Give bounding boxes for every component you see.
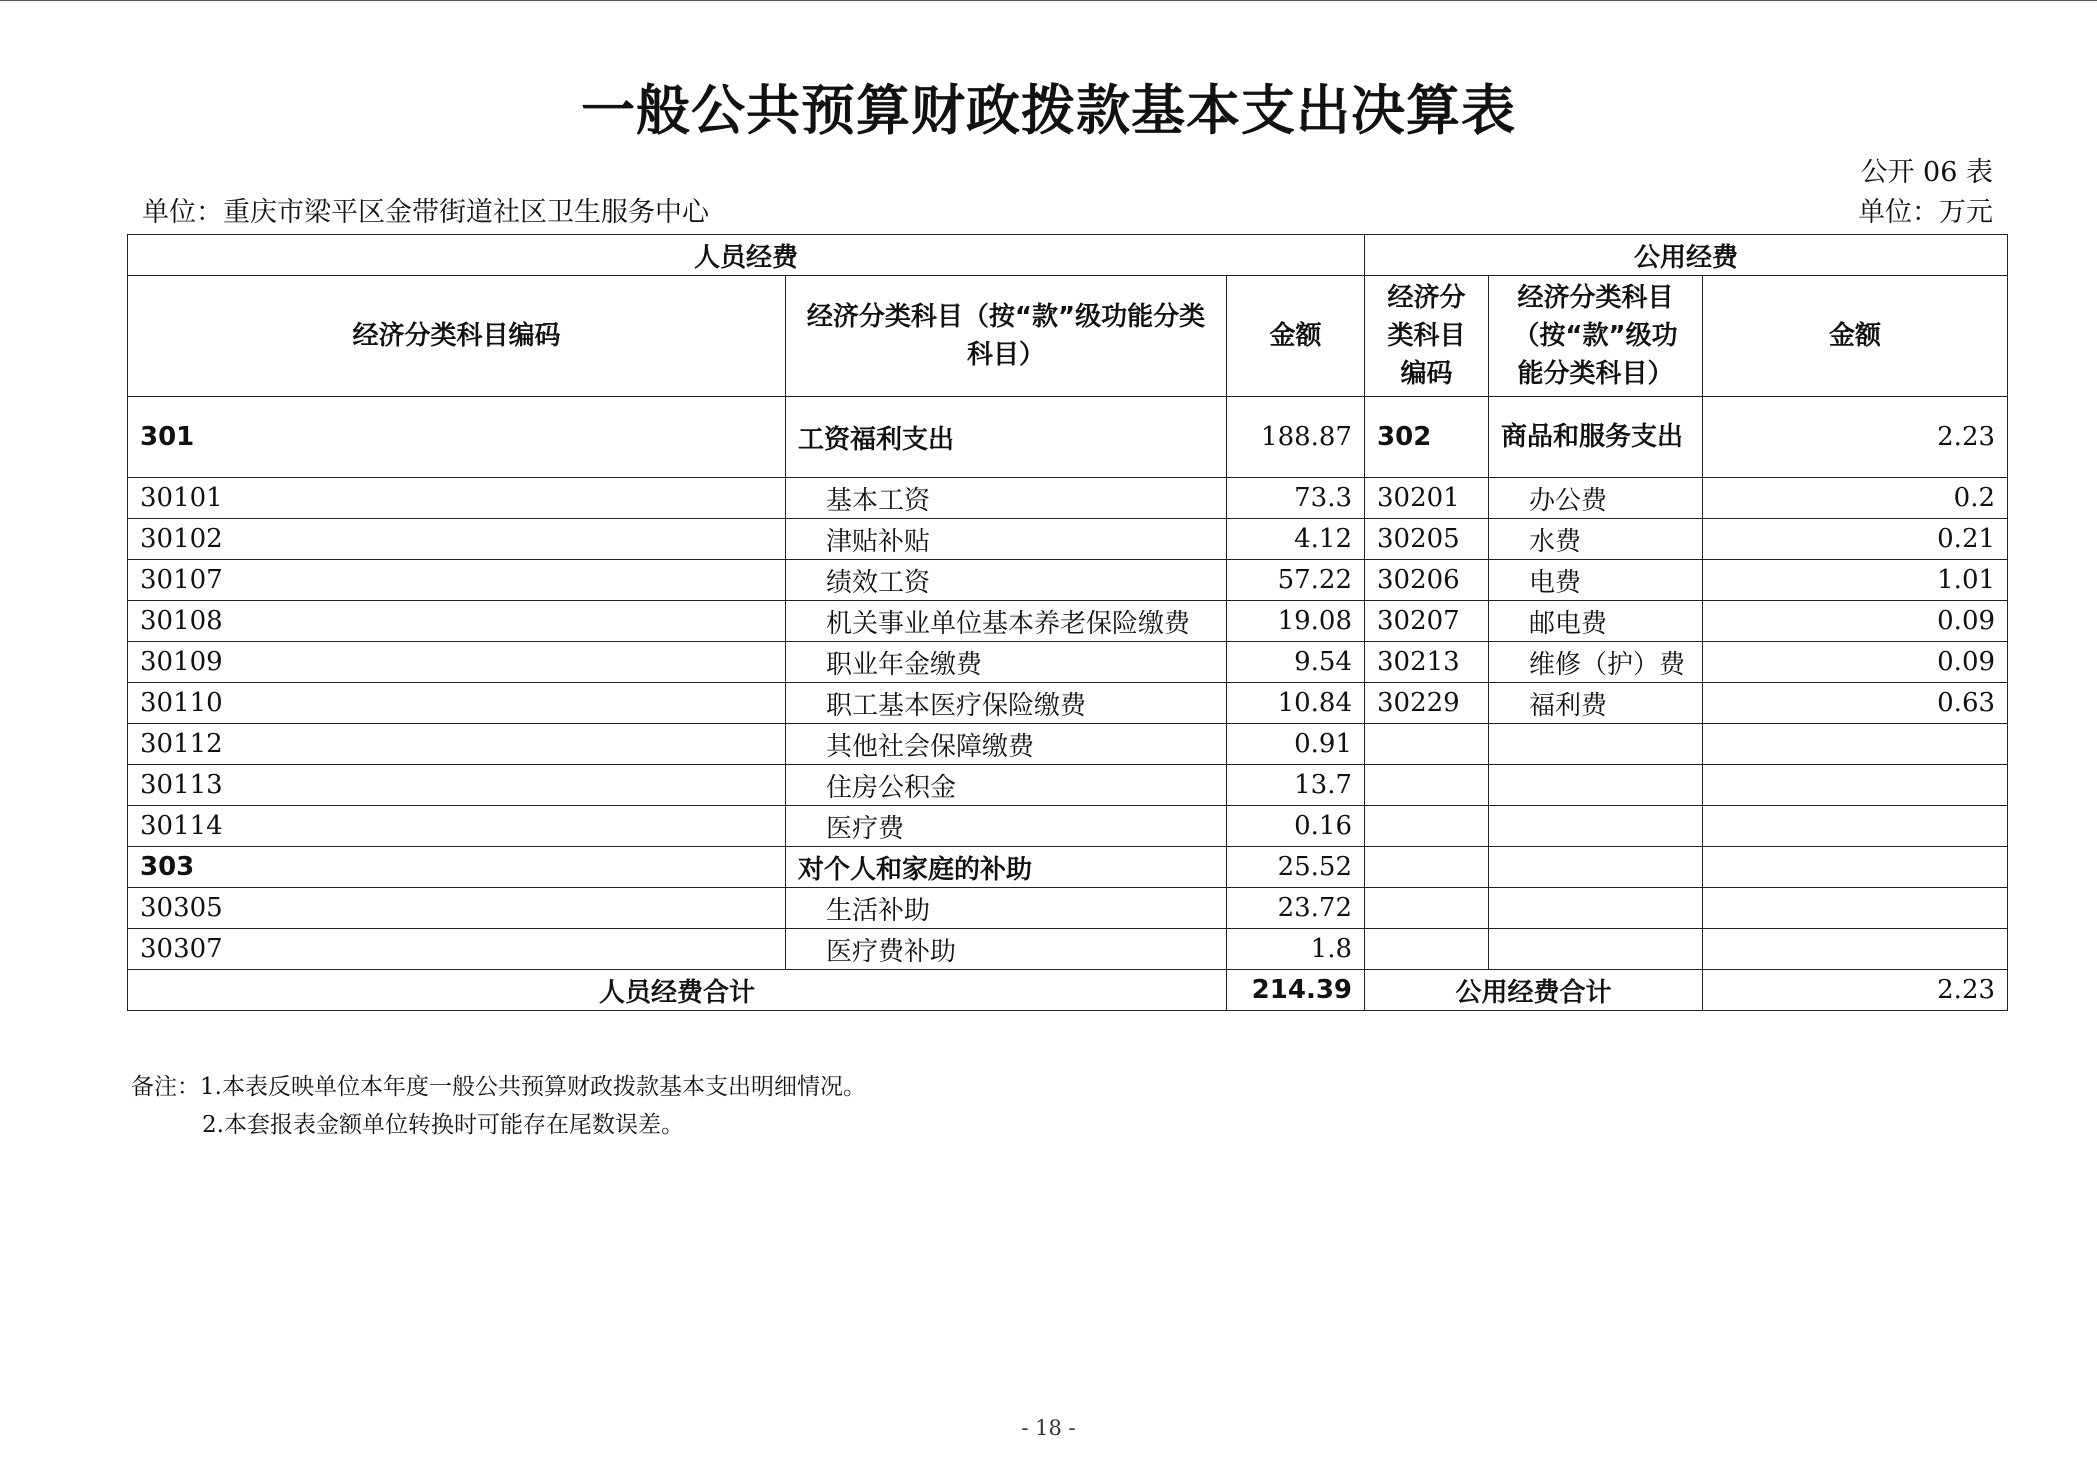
public-code-cell: [1365, 847, 1489, 888]
group-header-row: [128, 235, 2008, 276]
table-row: [128, 683, 2008, 724]
public-amount-cell: 2.23: [1703, 397, 2008, 478]
page-number: - 18 -: [1021, 1416, 1076, 1440]
personnel-name-cell: 医疗费: [786, 806, 1227, 847]
table-row: [128, 478, 2008, 519]
personnel-code-cell: 30101: [128, 478, 786, 519]
public-code-cell: 30201: [1365, 478, 1489, 519]
public-amount-cell: 0.21: [1703, 519, 2008, 560]
personnel-amount-cell: 188.87: [1227, 397, 1365, 478]
public-name-cell: 邮电费: [1489, 601, 1703, 642]
public-amount-cell: 0.09: [1703, 642, 2008, 683]
personnel-name-cell: 职工基本医疗保险缴费: [786, 683, 1227, 724]
form-number: 公开 06 表: [1860, 157, 1993, 188]
personnel-amount-cell: 0.91: [1227, 724, 1365, 765]
public-amount-cell: [1703, 929, 2008, 970]
public-amount-cell: 1.01: [1703, 560, 2008, 601]
public-amount-cell: [1703, 724, 2008, 765]
personnel-amount-cell: 1.8: [1227, 929, 1365, 970]
personnel-amount-cell: 13.7: [1227, 765, 1365, 806]
budget-table: [127, 234, 2008, 1011]
table-row: [128, 560, 2008, 601]
personnel-total-amount: 214.39: [1227, 970, 1365, 1011]
personnel-name-cell: 机关事业单位基本养老保险缴费: [786, 601, 1227, 642]
personnel-amount-cell: 57.22: [1227, 560, 1365, 601]
personnel-amount-cell: 19.08: [1227, 601, 1365, 642]
group-header-personnel: 人员经费: [128, 235, 1365, 276]
col-header-public-name: 经济分类科目（按“款”级功能分类科目）: [1489, 276, 1703, 397]
personnel-name-cell: 对个人和家庭的补助: [786, 847, 1227, 888]
public-name-cell: [1489, 888, 1703, 929]
personnel-name-cell: 医疗费补助: [786, 929, 1227, 970]
column-header-row: [128, 276, 2008, 397]
public-name-cell: 办公费: [1489, 478, 1703, 519]
public-code-cell: [1365, 929, 1489, 970]
public-code-cell: [1365, 806, 1489, 847]
table-row: [128, 888, 2008, 929]
public-name-cell: 电费: [1489, 560, 1703, 601]
public-code-cell: 30213: [1365, 642, 1489, 683]
personnel-amount-cell: 4.12: [1227, 519, 1365, 560]
personnel-name-cell: 绩效工资: [786, 560, 1227, 601]
note-line-2: 2.本套报表金额单位转换时可能存在尾数误差。: [202, 1112, 684, 1138]
group-header-public: 公用经费: [1365, 235, 2008, 276]
personnel-amount-cell: 9.54: [1227, 642, 1365, 683]
col-header-personnel-code: 经济分类科目编码: [128, 276, 786, 397]
personnel-name-cell: 职业年金缴费: [786, 642, 1227, 683]
public-amount-cell: [1703, 888, 2008, 929]
personnel-code-cell: 30109: [128, 642, 786, 683]
col-header-personnel-amount: 金额: [1227, 276, 1365, 397]
table-row: [128, 929, 2008, 970]
personnel-code-cell: 301: [128, 397, 786, 478]
table-row: [128, 724, 2008, 765]
public-name-cell: [1489, 847, 1703, 888]
personnel-code-cell: 30108: [128, 601, 786, 642]
public-name-cell: [1489, 806, 1703, 847]
personnel-name-cell: 住房公积金: [786, 765, 1227, 806]
table-row: [128, 519, 2008, 560]
personnel-code-cell: 30107: [128, 560, 786, 601]
col-header-personnel-name: 经济分类科目（按“款”级功能分类科目）: [786, 276, 1227, 397]
public-name-cell: [1489, 929, 1703, 970]
col-header-public-code: 经济分类科目编码: [1365, 276, 1489, 397]
note-line-1: 备注：1.本表反映单位本年度一般公共预算财政拨款基本支出明细情况。: [131, 1074, 866, 1100]
page-title: 一般公共预算财政拨款基本支出决算表: [581, 79, 1516, 142]
personnel-name-cell: 工资福利支出: [786, 397, 1227, 478]
public-total-label: 公用经费合计: [1365, 970, 1703, 1011]
unit-organization: 单位：重庆市梁平区金带街道社区卫生服务中心: [142, 197, 709, 228]
personnel-total-label: 人员经费合计: [128, 970, 1227, 1011]
public-code-cell: 30207: [1365, 601, 1489, 642]
notes: [131, 1068, 866, 1144]
public-code-cell: 30206: [1365, 560, 1489, 601]
public-amount-cell: [1703, 765, 2008, 806]
public-name-cell: [1489, 724, 1703, 765]
personnel-code-cell: 30307: [128, 929, 786, 970]
personnel-amount-cell: 23.72: [1227, 888, 1365, 929]
personnel-name-cell: 生活补助: [786, 888, 1227, 929]
public-code-cell: [1365, 765, 1489, 806]
public-amount-cell: [1703, 806, 2008, 847]
public-name-cell: 福利费: [1489, 683, 1703, 724]
table-row: [128, 806, 2008, 847]
personnel-code-cell: 30113: [128, 765, 786, 806]
table-row: [128, 847, 2008, 888]
public-amount-cell: [1703, 847, 2008, 888]
personnel-code-cell: 30110: [128, 683, 786, 724]
personnel-amount-cell: 73.3: [1227, 478, 1365, 519]
personnel-amount-cell: 0.16: [1227, 806, 1365, 847]
public-name-cell: 水费: [1489, 519, 1703, 560]
totals-row: [128, 970, 2008, 1011]
personnel-name-cell: 津贴补贴: [786, 519, 1227, 560]
personnel-code-cell: 30305: [128, 888, 786, 929]
public-code-cell: 302: [1365, 397, 1489, 478]
personnel-amount-cell: 25.52: [1227, 847, 1365, 888]
top-rule: [0, 0, 2097, 1]
public-code-cell: 30229: [1365, 683, 1489, 724]
personnel-code-cell: 30114: [128, 806, 786, 847]
table-row: [128, 642, 2008, 683]
public-name-cell: 商品和服务支出: [1489, 397, 1703, 478]
personnel-name-cell: 基本工资: [786, 478, 1227, 519]
unit-currency: 单位：万元: [1858, 197, 1993, 228]
col-header-public-amount: 金额: [1703, 276, 2008, 397]
public-name-cell: 维修（护）费: [1489, 642, 1703, 683]
table-row: [128, 601, 2008, 642]
public-code-cell: [1365, 888, 1489, 929]
personnel-code-cell: 303: [128, 847, 786, 888]
public-code-cell: [1365, 724, 1489, 765]
public-amount-cell: 0.2: [1703, 478, 2008, 519]
personnel-code-cell: 30112: [128, 724, 786, 765]
table-row: [128, 397, 2008, 478]
personnel-code-cell: 30102: [128, 519, 786, 560]
personnel-amount-cell: 10.84: [1227, 683, 1365, 724]
public-name-cell: [1489, 765, 1703, 806]
personnel-name-cell: 其他社会保障缴费: [786, 724, 1227, 765]
public-amount-cell: 0.63: [1703, 683, 2008, 724]
public-total-amount: 2.23: [1703, 970, 2008, 1011]
public-amount-cell: 0.09: [1703, 601, 2008, 642]
public-code-cell: 30205: [1365, 519, 1489, 560]
table-row: [128, 765, 2008, 806]
